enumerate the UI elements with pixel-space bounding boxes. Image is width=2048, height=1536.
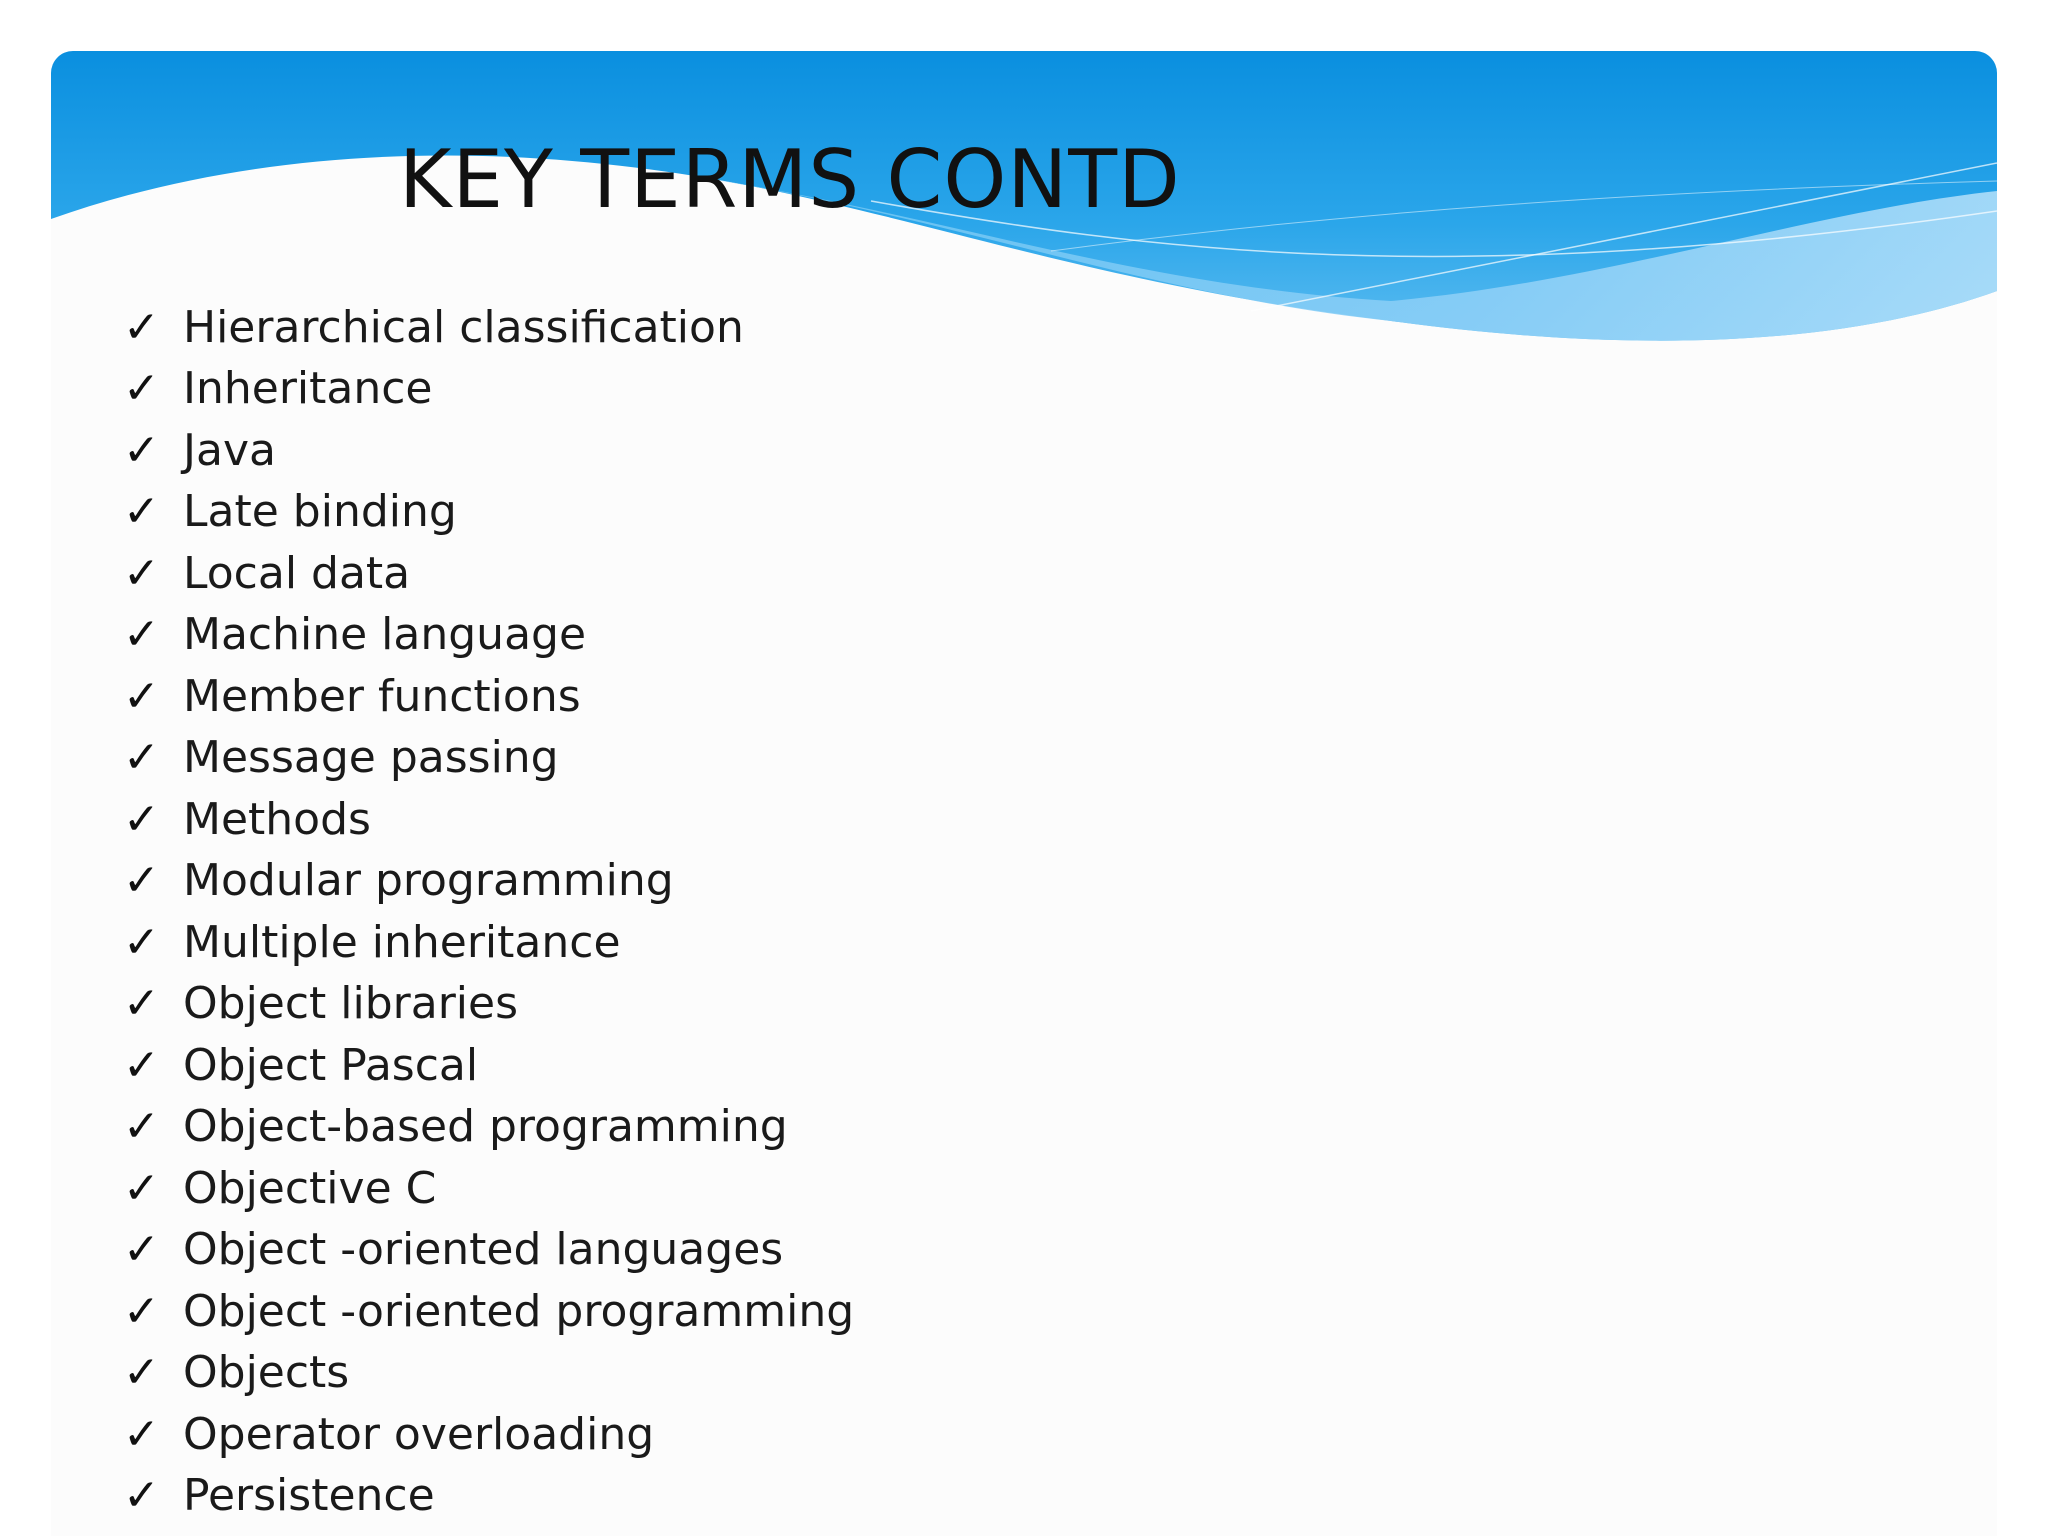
check-icon: ✓ — [123, 486, 160, 538]
term-label: Late binding — [183, 486, 457, 538]
check-icon: ✓ — [123, 670, 160, 722]
list-item — [123, 1343, 854, 1405]
list-item — [123, 851, 854, 913]
check-icon: ✓ — [123, 1470, 160, 1522]
list-item — [123, 297, 854, 359]
term-label: Objects — [183, 1347, 350, 1399]
check-icon: ✓ — [123, 1101, 160, 1153]
list-item — [123, 1097, 854, 1159]
list-item — [123, 605, 854, 667]
list-item — [123, 1035, 854, 1097]
check-icon: ✓ — [123, 1347, 160, 1399]
check-icon: ✓ — [123, 1162, 160, 1214]
term-label: Object -oriented programming — [183, 1285, 855, 1337]
list-item — [123, 1158, 854, 1220]
check-icon: ✓ — [123, 732, 160, 784]
term-label: Operator overloading — [183, 1408, 655, 1460]
term-label: Object libraries — [183, 978, 519, 1030]
check-icon: ✓ — [123, 855, 160, 907]
term-label: Object -oriented languages — [183, 1224, 784, 1276]
term-label: Member functions — [183, 670, 581, 722]
check-icon: ✓ — [123, 424, 160, 476]
list-item — [123, 543, 854, 605]
list-item — [123, 789, 854, 851]
list-item — [123, 1220, 854, 1282]
list-item — [123, 974, 854, 1036]
term-label: Local data — [183, 547, 411, 599]
term-label: Multiple inheritance — [183, 916, 621, 968]
list-item — [123, 1281, 854, 1343]
term-label: Persistence — [183, 1470, 435, 1522]
check-icon: ✓ — [123, 793, 160, 845]
check-icon: ✓ — [123, 916, 160, 968]
term-label: Objective C — [183, 1162, 437, 1214]
check-icon: ✓ — [123, 547, 160, 599]
list-item — [123, 728, 854, 790]
list-item — [123, 482, 854, 544]
list-item — [123, 359, 854, 421]
list-item — [123, 1404, 854, 1466]
list-item — [123, 912, 854, 974]
check-icon: ✓ — [123, 609, 160, 661]
list-item — [123, 420, 854, 482]
term-label: Modular programming — [183, 855, 674, 907]
check-icon: ✓ — [123, 1224, 160, 1276]
key-terms-list — [123, 297, 854, 1527]
check-icon: ✓ — [123, 1285, 160, 1337]
slide-title: KEY TERMS CONTD — [399, 133, 1181, 226]
list-item — [123, 1466, 854, 1528]
term-label: Machine language — [183, 609, 587, 661]
slide — [51, 51, 1997, 1536]
list-item — [123, 666, 854, 728]
check-icon: ✓ — [123, 978, 160, 1030]
term-label: Message passing — [183, 732, 559, 784]
check-icon: ✓ — [123, 1039, 160, 1091]
term-label: Object Pascal — [183, 1039, 479, 1091]
term-label: Java — [183, 424, 276, 476]
check-icon: ✓ — [123, 363, 160, 415]
term-label: Methods — [183, 793, 371, 845]
term-label: Inheritance — [183, 363, 433, 415]
term-label: Hierarchical classification — [183, 301, 744, 353]
term-label: Object-based programming — [183, 1101, 788, 1153]
check-icon: ✓ — [123, 301, 160, 353]
check-icon: ✓ — [123, 1408, 160, 1460]
